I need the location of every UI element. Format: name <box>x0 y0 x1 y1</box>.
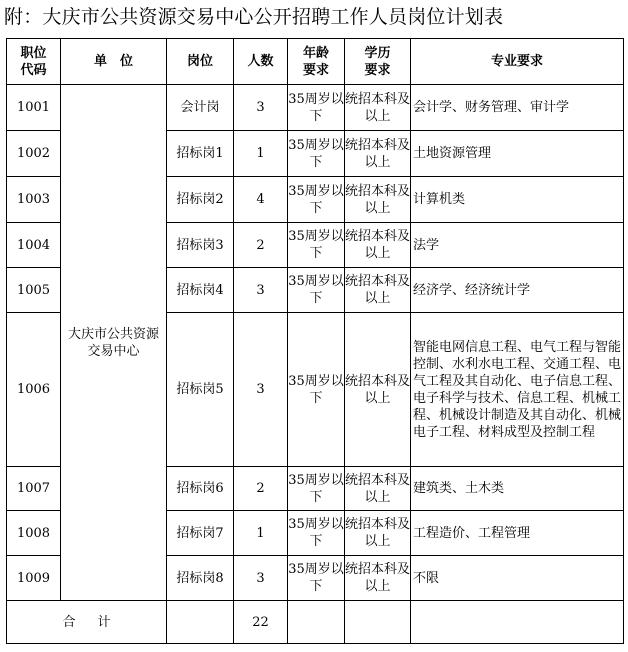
cell-major: 经济学、经济统计学 <box>411 268 624 313</box>
header-code: 职位 代码 <box>7 39 61 85</box>
cell-education: 统招本科及以上 <box>345 467 411 511</box>
page-title: 附：大庆市公共资源交易中心公开招聘工作人员岗位计划表 <box>4 6 504 28</box>
cell-age: 35周岁以下 <box>288 268 345 313</box>
cell-count: 1 <box>234 131 288 177</box>
cell-age: 35周岁以下 <box>288 177 345 223</box>
cell-major: 法学 <box>411 223 624 268</box>
cell-code: 1008 <box>7 511 61 556</box>
cell-code: 1001 <box>7 85 61 131</box>
cell-code: 1006 <box>7 313 61 467</box>
cell-education: 统招本科及以上 <box>345 131 411 177</box>
total-row <box>7 601 624 644</box>
cell-age: 35周岁以下 <box>288 511 345 556</box>
cell-unit: 大庆市公共资源交易中心 <box>61 85 167 601</box>
header-count: 人数 <box>234 39 288 85</box>
table-header-row <box>7 39 624 85</box>
header-unit: 单 位 <box>61 39 167 85</box>
cell-position: 招标岗5 <box>167 313 234 467</box>
cell-count: 3 <box>234 313 288 467</box>
cell-education: 统招本科及以上 <box>345 313 411 467</box>
cell-education: 统招本科及以上 <box>345 511 411 556</box>
cell-education: 统招本科及以上 <box>345 556 411 601</box>
header-major: 专业要求 <box>411 39 624 85</box>
cell-position: 招标岗7 <box>167 511 234 556</box>
cell-count: 1 <box>234 511 288 556</box>
cell-count: 4 <box>234 177 288 223</box>
total-empty-cell <box>411 601 624 644</box>
cell-education: 统招本科及以上 <box>345 268 411 313</box>
total-empty-cell <box>345 601 411 644</box>
cell-major: 不限 <box>411 556 624 601</box>
table-row <box>7 85 624 131</box>
cell-education: 统招本科及以上 <box>345 85 411 131</box>
cell-major: 土地资源管理 <box>411 131 624 177</box>
cell-count: 2 <box>234 223 288 268</box>
cell-code: 1005 <box>7 268 61 313</box>
cell-count: 3 <box>234 268 288 313</box>
header-education: 学历 要求 <box>345 39 411 85</box>
cell-major: 智能电网信息工程、电气工程与智能控制、水利水电工程、交通工程、电气工程及其自动化、电子信息工程、电子科学与技术、信息工程、机械工程、机械设计制造及其自动化、机械电子工程、材料成型及控制工程 <box>411 313 624 467</box>
total-empty-cell <box>167 601 234 644</box>
cell-major: 计算机类 <box>411 177 624 223</box>
cell-code: 1002 <box>7 131 61 177</box>
total-label: 合计 <box>7 601 167 644</box>
cell-major: 会计学、财务管理、审计学 <box>411 85 624 131</box>
total-count: 22 <box>234 601 288 644</box>
cell-major: 工程造价、工程管理 <box>411 511 624 556</box>
cell-education: 统招本科及以上 <box>345 223 411 268</box>
cell-age: 35周岁以下 <box>288 313 345 467</box>
header-age: 年龄 要求 <box>288 39 345 85</box>
cell-age: 35周岁以下 <box>288 85 345 131</box>
cell-major: 建筑类、土木类 <box>411 467 624 511</box>
cell-code: 1007 <box>7 467 61 511</box>
cell-count: 3 <box>234 556 288 601</box>
position-plan-table <box>6 38 624 644</box>
cell-position: 招标岗8 <box>167 556 234 601</box>
cell-code: 1003 <box>7 177 61 223</box>
cell-count: 3 <box>234 85 288 131</box>
cell-age: 35周岁以下 <box>288 223 345 268</box>
cell-age: 35周岁以下 <box>288 131 345 177</box>
cell-code: 1009 <box>7 556 61 601</box>
total-empty-cell <box>288 601 345 644</box>
cell-position: 会计岗 <box>167 85 234 131</box>
cell-age: 35周岁以下 <box>288 467 345 511</box>
cell-count: 2 <box>234 467 288 511</box>
cell-age: 35周岁以下 <box>288 556 345 601</box>
cell-position: 招标岗6 <box>167 467 234 511</box>
cell-education: 统招本科及以上 <box>345 177 411 223</box>
cell-code: 1004 <box>7 223 61 268</box>
header-position: 岗位 <box>167 39 234 85</box>
cell-position: 招标岗3 <box>167 223 234 268</box>
cell-position: 招标岗2 <box>167 177 234 223</box>
cell-position: 招标岗4 <box>167 268 234 313</box>
cell-position: 招标岗1 <box>167 131 234 177</box>
